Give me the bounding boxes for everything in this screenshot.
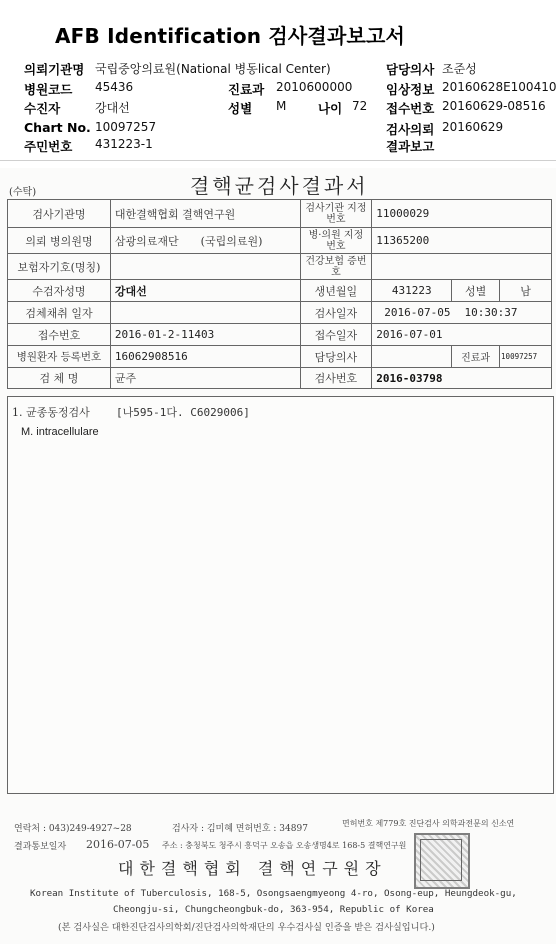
sex-value: M (276, 99, 287, 113)
cell-value: 2016-07-01 (372, 324, 552, 346)
cell-label: 접수번호 (8, 324, 111, 346)
english-address-1: Korean Institute of Tuberculosis, 168-5, Osongsaengmyeong 4-ro, Osong-eup, Heungdeok-gu, (30, 888, 517, 899)
report-date: 2016-07-05 (86, 838, 150, 851)
cell-label: 병원환자 등록번호 (8, 346, 111, 368)
table-row (8, 346, 552, 368)
cell-value (372, 346, 452, 368)
patient-label: 수진자 (24, 101, 61, 116)
official-seal-inner (420, 839, 462, 881)
footer-inspector: 검사자 : 김미혜 면허번호 : 34897 (172, 824, 308, 834)
cell-label: 수검자성명 (8, 280, 111, 302)
cell-label: 진료과 (452, 346, 500, 368)
cell-value: 대한결핵협회 결핵연구원 (110, 200, 300, 228)
receipt-no-label: 접수번호 (386, 101, 435, 116)
test-request-value: 20160629 (442, 120, 504, 134)
result-test-name: 1. 균종동정검사 (12, 406, 90, 419)
cell-value: 11365200 (372, 228, 552, 254)
id-no-label: 주민번호 (24, 139, 73, 154)
cell-label: 접수일자 (300, 324, 372, 346)
cell-value: 균주 (110, 368, 300, 389)
cell-value: 2016-01-2-11403 (110, 324, 300, 346)
table-row (8, 302, 552, 324)
cell-value: 11000029 (372, 200, 552, 228)
doctor-label: 담당의사 (386, 62, 435, 77)
sex-label: 성별 (228, 101, 253, 116)
cell-value: 431223 (372, 280, 452, 302)
cell-label: 검사기관 지정번호 (300, 200, 372, 228)
footer-contact: 연락처 : 043)249-4927~28 (14, 824, 132, 834)
clinic-name-note: (국립의료원) (200, 234, 263, 248)
id-no-value: 431223-1 (95, 137, 153, 151)
table-row (8, 254, 552, 280)
organization-name: 대한결핵협회 결핵연구원장 (118, 859, 387, 878)
cell-label: 검사번호 (300, 368, 372, 389)
hospital-code-label: 병원코드 (24, 82, 73, 97)
table-row (8, 200, 552, 228)
english-address-2: Cheongju-si, Chungcheongbuk-do, 363-954, Republic of Korea (113, 904, 434, 915)
cell-value: 10097257 (500, 346, 552, 368)
cell-label: 생년월일 (300, 280, 372, 302)
result-test-code: [나595-1다. C6029006] (116, 406, 250, 419)
cell-value (372, 254, 552, 280)
requesting-institution-value: 국립중앙의료원(National 병동lical Center) (95, 62, 331, 76)
cell-label: 검사기관명 (8, 200, 111, 228)
cell-value (110, 254, 300, 280)
table-row (8, 324, 552, 346)
table-row (8, 368, 552, 389)
age-label: 나이 (318, 101, 343, 116)
info-table (7, 199, 552, 389)
cell-label: 의뢰 병의원명 (8, 228, 111, 254)
cell-value (110, 302, 300, 324)
form-title: 결핵균검사결과서 (190, 174, 369, 198)
result-report-label: 결과보고 (386, 139, 435, 154)
cell-value (110, 228, 300, 254)
cell-label: 보험자기호(명칭) (8, 254, 111, 280)
footer-address: 주소 : 충청북도 청주시 흥덕구 오송읍 오송생명4로 168-5 결핵연구원 (162, 841, 407, 850)
clinical-info-label: 임상정보 (386, 82, 435, 97)
cell-label: 병·의원 지정번호 (300, 228, 372, 254)
cell-label: 건강보험 증번호 (300, 254, 372, 280)
department-value: 2010600000 (276, 80, 353, 94)
table-row (8, 280, 552, 302)
cell-value: 2016-03798 (372, 368, 552, 389)
clinical-info-value: 20160628E100410 (442, 80, 556, 94)
cell-label: 검체채취 일자 (8, 302, 111, 324)
cell-label: 성별 (452, 280, 500, 302)
cell-value: 남 (500, 280, 552, 302)
table-row (8, 228, 552, 254)
test-date: 2016-07-05 (384, 306, 451, 319)
test-time: 10:30:37 (464, 306, 518, 319)
result-organism: M. intracellulare (21, 426, 99, 438)
clinic-name: 삼광의료재단 (114, 234, 179, 248)
result-box (7, 396, 554, 794)
cell-value: 16062908516 (110, 346, 300, 368)
header-divider (0, 160, 556, 161)
cell-value (372, 302, 552, 324)
footer-license: 면허번호 제779호 진단검사 의학과전문의 신소연 (342, 819, 515, 828)
cell-value: 강대선 (110, 280, 300, 302)
accreditation-notice: (본 검사실은 대한진단검사의학회/진단검사의학재단의 우수검사실 인증을 받은 검사실입니다.) (58, 922, 435, 933)
chart-no-value: 10097257 (95, 120, 157, 134)
department-label: 진료과 (228, 82, 265, 97)
cell-label: 담당의사 (300, 346, 372, 368)
receipt-tag: (수탁) (9, 187, 37, 198)
receipt-no-value: 20160629-08516 (442, 99, 546, 113)
age-value: 72 (352, 99, 368, 113)
requesting-institution-label: 의뢰기관명 (24, 62, 85, 77)
patient-value: 강대선 (95, 101, 130, 115)
cell-label: 검 체 명 (8, 368, 111, 389)
report-title: AFB Identification 검사결과보고서 (55, 24, 406, 48)
hospital-code-value: 45436 (95, 80, 134, 94)
chart-no-label: Chart No. (24, 120, 91, 135)
report-date-label: 결과통보일자 (14, 842, 67, 852)
doctor-value: 조준성 (442, 62, 477, 76)
test-request-label: 검사의뢰 (386, 122, 435, 137)
cell-label: 검사일자 (300, 302, 372, 324)
